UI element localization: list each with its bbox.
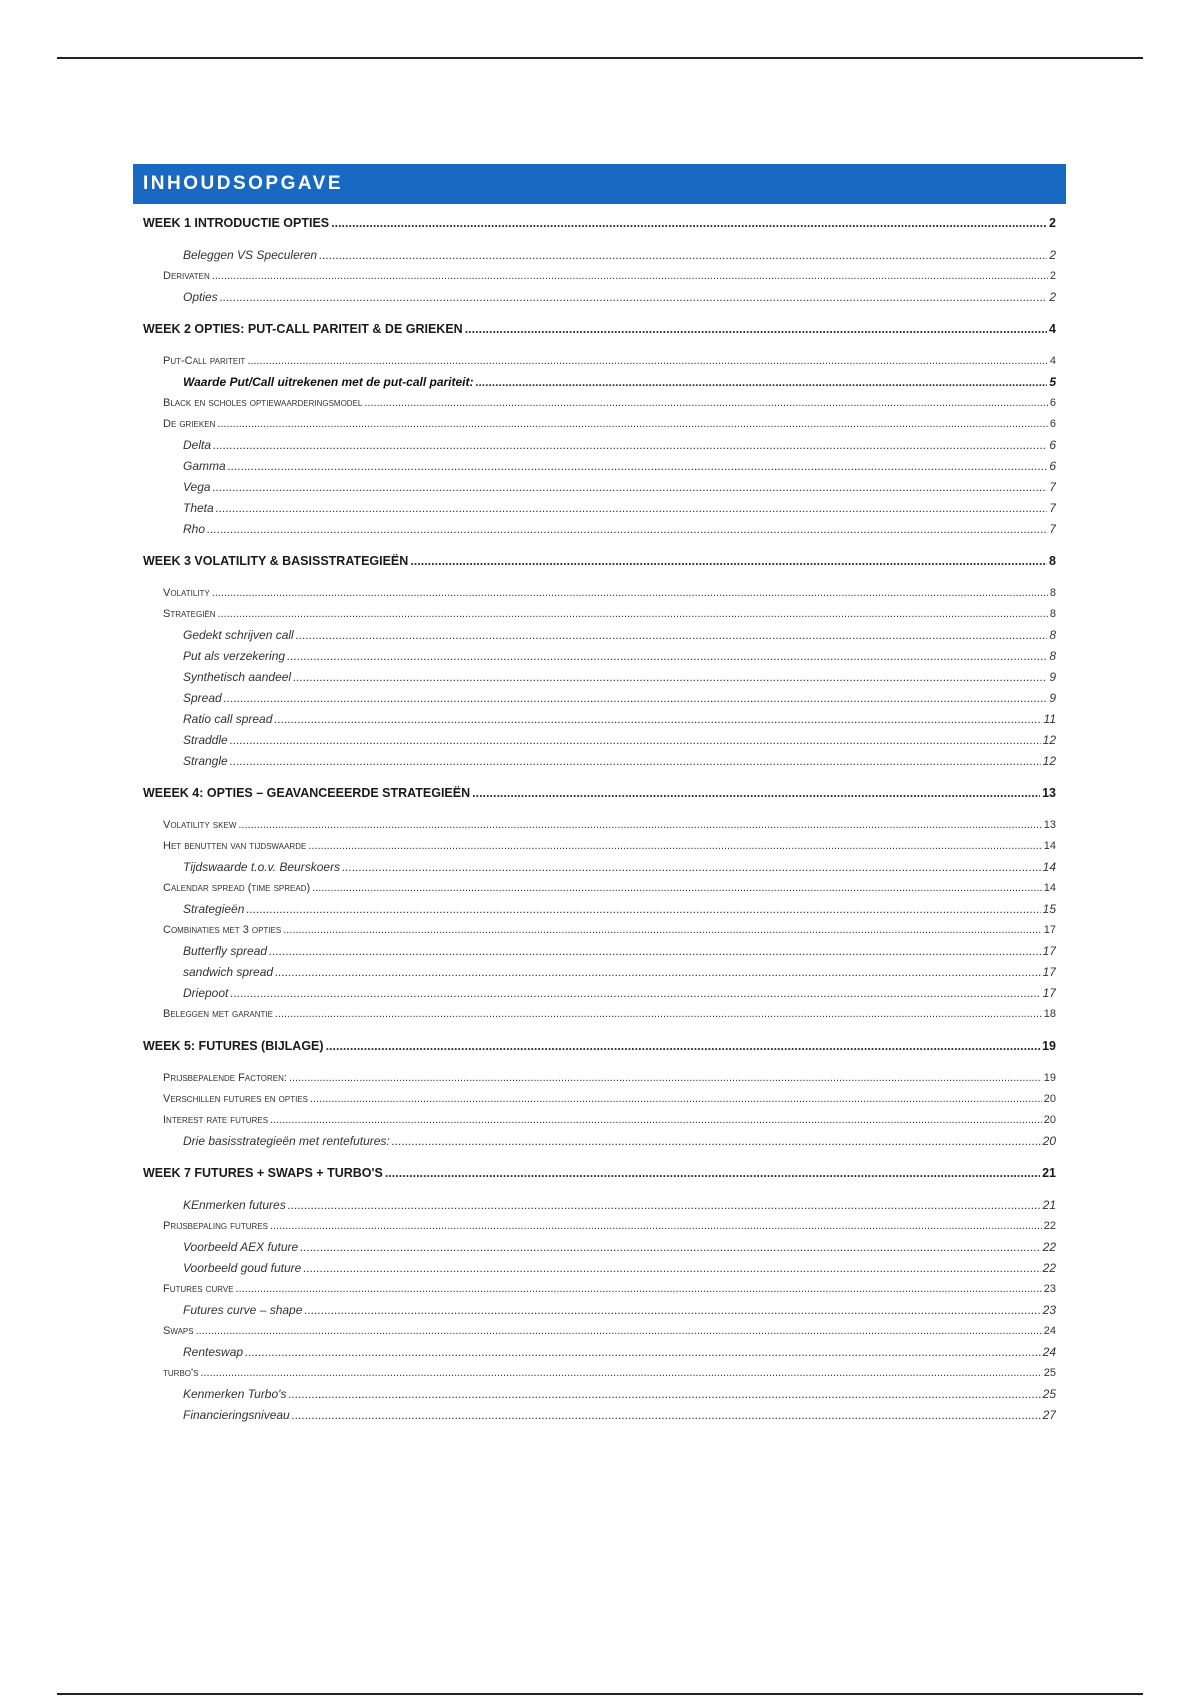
toc-leader-dots <box>212 266 1048 287</box>
toc-entry-title: Combinaties met 3 opties <box>163 924 282 936</box>
toc-entry-title: WEEEK 4: OPTIES – GEAVANCEEERDE STRATEGIEËN <box>143 786 471 800</box>
toc-entry-level-2[interactable] <box>143 604 1056 625</box>
toc-entry-page: 6 <box>1049 418 1056 430</box>
toc-entry-page: 4 <box>1049 355 1056 367</box>
toc-entry-level-3[interactable] <box>143 857 1056 878</box>
toc-entry-title: Derivaten <box>163 270 210 282</box>
toc-entry-page: 17 <box>1043 924 1056 936</box>
toc-leader-dots <box>289 1068 1042 1089</box>
toc-entry-title: Prijsbepaling futures <box>163 1220 268 1232</box>
toc-entry-level-3[interactable] <box>143 646 1056 667</box>
toc-entry-page: 21 <box>1042 1166 1056 1180</box>
toc-entry-page: 8 <box>1049 554 1056 568</box>
toc-entry-title: Strategiën <box>163 608 216 620</box>
toc-entry-title: Strategieën <box>183 902 245 916</box>
toc-entry-level-2[interactable] <box>143 920 1056 941</box>
toc-entry-page: 6 <box>1049 438 1056 452</box>
toc-entry-level-3[interactable] <box>143 709 1056 730</box>
toc-entry-level-3[interactable] <box>143 435 1056 456</box>
toc-entry-page: 15 <box>1042 902 1056 916</box>
toc-entry-page: 17 <box>1042 965 1056 979</box>
toc-leader-dots <box>275 962 1041 983</box>
toc-entry-page: 24 <box>1043 1325 1056 1337</box>
toc-entry-level-3[interactable] <box>143 477 1056 498</box>
toc-entry-title: Spread <box>183 691 222 705</box>
toc-leader-dots <box>476 372 1048 393</box>
toc-leader-dots <box>207 519 1047 540</box>
toc-entry-title: Driepoot <box>183 986 229 1000</box>
toc-entry-level-2[interactable] <box>143 836 1056 857</box>
toc-entry-page: 22 <box>1042 1240 1056 1254</box>
toc-entry-title: WEEK 7 FUTURES + SWAPS + TURBO'S <box>143 1166 383 1180</box>
footer-rule <box>57 1693 1143 1695</box>
toc-entry-title: Straddle <box>183 733 228 747</box>
toc-entry-level-3[interactable] <box>143 1405 1056 1426</box>
toc-entry-page: 25 <box>1043 1367 1056 1379</box>
toc-entry-title: Volatility skew <box>163 819 237 831</box>
toc-entry-page: 17 <box>1042 944 1056 958</box>
toc-entry-page: 7 <box>1049 501 1056 515</box>
toc-entry-level-2[interactable] <box>143 1321 1056 1342</box>
toc-leader-dots <box>300 1237 1040 1258</box>
header-rule <box>57 57 1143 59</box>
toc-leader-dots <box>230 983 1040 1004</box>
toc-entry-level-2[interactable] <box>143 393 1056 414</box>
toc-entry-title: Kenmerken Turbo's <box>183 1387 287 1401</box>
toc-leader-dots <box>216 498 1048 519</box>
toc-entry-level-1[interactable] <box>143 213 1056 234</box>
toc-leader-dots <box>218 604 1048 625</box>
toc-entry-page: 6 <box>1049 397 1056 409</box>
toc-entry-title: Beleggen VS Speculeren <box>183 248 318 262</box>
toc-leader-dots <box>288 1384 1040 1405</box>
toc-entry-title: Interest rate futures <box>163 1114 269 1126</box>
toc-entry-level-2[interactable] <box>143 815 1056 836</box>
toc-entry-page: 18 <box>1043 1008 1056 1020</box>
toc-entry-title: Beleggen met garantie <box>163 1008 273 1020</box>
toc-heading-banner <box>133 164 1066 204</box>
toc-entry-page: 25 <box>1042 1387 1056 1401</box>
toc-entry-level-3[interactable] <box>143 962 1056 983</box>
toc-entry-title: Ratio call spread <box>183 712 273 726</box>
toc-entry-page: 24 <box>1042 1345 1056 1359</box>
toc-entry-page: 2 <box>1049 270 1056 282</box>
toc-entry-title: Renteswap <box>183 1345 244 1359</box>
toc-entry-page: 21 <box>1042 1198 1056 1212</box>
toc-leader-dots <box>274 709 1041 730</box>
toc-entry-title: Voorbeeld goud future <box>183 1261 302 1275</box>
toc-leader-dots <box>213 435 1047 456</box>
toc-leader-dots <box>213 477 1048 498</box>
toc-entry-page: 19 <box>1043 1072 1056 1084</box>
toc-entry-level-2[interactable] <box>143 1068 1056 1089</box>
toc-entry-level-3[interactable] <box>143 519 1056 540</box>
toc-leader-dots <box>196 1321 1042 1342</box>
toc-entry-title: Futures curve – shape <box>183 1303 303 1317</box>
toc-entry-title: Vega <box>183 480 211 494</box>
toc-leader-dots <box>275 1004 1042 1025</box>
toc-leader-dots <box>220 287 1048 308</box>
toc-leader-dots <box>326 1036 1041 1057</box>
toc-entry-level-3[interactable] <box>143 498 1056 519</box>
toc-entry-level-3[interactable] <box>143 730 1056 751</box>
toc-entry-level-1[interactable] <box>143 551 1056 572</box>
toc-entry-level-3[interactable] <box>143 1195 1056 1216</box>
toc-entry-level-3[interactable] <box>143 1258 1056 1279</box>
toc-leader-dots <box>238 815 1041 836</box>
toc-entry-title: Rho <box>183 522 206 536</box>
toc-entry-title: turbo's <box>163 1367 199 1379</box>
toc-entry-title: De grieken <box>163 418 216 430</box>
toc-entry-level-3[interactable] <box>143 456 1056 477</box>
toc-leader-dots <box>245 1342 1041 1363</box>
toc-entry-level-3[interactable] <box>143 667 1056 688</box>
toc-entry-page: 22 <box>1042 1261 1056 1275</box>
toc-entry-title: Black en scholes optiewaarderingsmodel <box>163 397 363 409</box>
toc-entry-level-2[interactable] <box>143 351 1056 372</box>
toc-entry-level-3[interactable] <box>143 372 1056 393</box>
toc-entry-level-2[interactable] <box>143 1004 1056 1025</box>
toc-leader-dots <box>247 351 1048 372</box>
toc-leader-dots <box>270 1216 1042 1237</box>
toc-entry-level-3[interactable] <box>143 1384 1056 1405</box>
toc-entry-page: 17 <box>1042 986 1056 1000</box>
toc-leader-dots <box>224 688 1048 709</box>
toc-entry-level-2[interactable] <box>143 266 1056 287</box>
toc-leader-dots <box>342 857 1041 878</box>
toc-entry-title: Futures curve <box>163 1283 234 1295</box>
toc-entry-title: Swaps <box>163 1325 194 1337</box>
toc-leader-dots <box>465 319 1047 340</box>
toc-entry-page: 8 <box>1049 628 1056 642</box>
toc-leader-dots <box>392 1131 1041 1152</box>
toc-entry-level-2[interactable] <box>143 1089 1056 1110</box>
toc-entry-page: 4 <box>1049 322 1056 336</box>
toc-entry-page: 2 <box>1049 216 1056 230</box>
toc-entry-page: 9 <box>1049 670 1056 684</box>
toc-entry-title: WEEK 3 VOLATILITY & BASISSTRATEGIEËN <box>143 554 409 568</box>
toc-leader-dots <box>270 1110 1042 1131</box>
toc-entry-page: 5 <box>1049 375 1056 389</box>
toc-entry-level-1[interactable] <box>143 319 1056 340</box>
toc-entry-level-3[interactable] <box>143 287 1056 308</box>
toc-leader-dots <box>304 1300 1040 1321</box>
toc-entry-title: WEEK 2 OPTIES: PUT-CALL PARITEIT & DE GRIEKEN <box>143 322 463 336</box>
toc-entry-level-3[interactable] <box>143 1342 1056 1363</box>
toc-entry-title: Waarde Put/Call uitrekenen met de put-call pariteit: <box>183 375 474 389</box>
toc-leader-dots <box>303 1258 1040 1279</box>
toc-entry-level-3[interactable] <box>143 983 1056 1004</box>
toc-entry-level-3[interactable] <box>143 899 1056 920</box>
toc-entry-title: Drie basisstrategieën met rentefutures: <box>183 1134 390 1148</box>
toc-entry-page: 6 <box>1049 459 1056 473</box>
toc-leader-dots <box>331 213 1047 234</box>
toc-entry-page: 2 <box>1049 290 1056 304</box>
toc-leader-dots <box>287 646 1047 667</box>
toc-entry-title: Volatility <box>163 587 210 599</box>
toc-leader-dots <box>230 751 1041 772</box>
table-of-contents <box>143 213 1056 1426</box>
toc-entry-page: 7 <box>1049 480 1056 494</box>
toc-entry-level-2[interactable] <box>143 583 1056 604</box>
toc-leader-dots <box>236 1279 1042 1300</box>
toc-entry-level-1[interactable] <box>143 1163 1056 1184</box>
toc-entry-title: Tijdswaarde t.o.v. Beurskoers <box>183 860 341 874</box>
toc-entry-level-1[interactable] <box>143 1036 1056 1057</box>
toc-entry-level-3[interactable] <box>143 1237 1056 1258</box>
toc-entry-level-3[interactable] <box>143 751 1056 772</box>
toc-entry-title: Delta <box>183 438 212 452</box>
toc-entry-title: Verschillen futures en opties <box>163 1093 308 1105</box>
toc-leader-dots <box>319 245 1047 266</box>
toc-entry-title: Het benutten van tijdswaarde <box>163 840 307 852</box>
toc-entry-level-2[interactable] <box>143 414 1056 435</box>
toc-entry-page: 13 <box>1043 819 1056 831</box>
toc-leader-dots <box>283 920 1042 941</box>
toc-leader-dots <box>292 1405 1041 1426</box>
toc-entry-page: 23 <box>1043 1283 1056 1295</box>
toc-entry-title: Synthetisch aandeel <box>183 670 292 684</box>
toc-entry-title: Theta <box>183 501 214 515</box>
toc-leader-dots <box>410 551 1047 572</box>
toc-leader-dots <box>288 1195 1041 1216</box>
toc-entry-page: 2 <box>1049 248 1056 262</box>
toc-entry-page: 27 <box>1042 1408 1056 1422</box>
toc-entry-page: 8 <box>1049 587 1056 599</box>
toc-leader-dots <box>212 583 1048 604</box>
toc-entry-title: WEEK 5: FUTURES (BIJLAGE) <box>143 1039 324 1053</box>
toc-entry-page: 8 <box>1049 608 1056 620</box>
toc-entry-level-3[interactable] <box>143 941 1056 962</box>
toc-entry-title: Gedekt schrijven call <box>183 628 294 642</box>
toc-leader-dots <box>200 1363 1041 1384</box>
toc-entry-level-2[interactable] <box>143 878 1056 899</box>
toc-entry-title: Prijsbepalende Factoren: <box>163 1072 287 1084</box>
toc-entry-page: 14 <box>1043 840 1056 852</box>
toc-entry-level-3[interactable] <box>143 688 1056 709</box>
toc-entry-level-2[interactable] <box>143 1110 1056 1131</box>
toc-entry-level-1[interactable] <box>143 783 1056 804</box>
toc-entry-title: Calendar spread (time spread) <box>163 882 311 894</box>
toc-entry-title: Put-Call pariteit <box>163 355 246 367</box>
toc-leader-dots <box>296 625 1048 646</box>
toc-entry-title: sandwich spread <box>183 965 274 979</box>
toc-entry-title: WEEK 1 INTRODUCTIE OPTIES <box>143 216 330 230</box>
toc-entry-page: 19 <box>1042 1039 1056 1053</box>
toc-entry-title: KEnmerken futures <box>183 1198 286 1212</box>
toc-leader-dots <box>364 393 1048 414</box>
toc-title: INHOUDSOPGAVE <box>143 173 344 194</box>
toc-entry-level-2[interactable] <box>143 1279 1056 1300</box>
toc-entry-title: Gamma <box>183 459 226 473</box>
toc-leader-dots <box>310 1089 1042 1110</box>
toc-leader-dots <box>472 783 1040 804</box>
toc-entry-page: 8 <box>1049 649 1056 663</box>
toc-leader-dots <box>385 1163 1040 1184</box>
toc-leader-dots <box>269 941 1041 962</box>
toc-entry-title: Butterfly spread <box>183 944 268 958</box>
toc-leader-dots <box>293 667 1047 688</box>
toc-entry-page: 9 <box>1049 691 1056 705</box>
toc-entry-level-3[interactable] <box>143 625 1056 646</box>
toc-entry-page: 20 <box>1043 1114 1056 1126</box>
toc-leader-dots <box>308 836 1041 857</box>
toc-entry-page: 7 <box>1049 522 1056 536</box>
toc-leader-dots <box>246 899 1040 920</box>
toc-entry-page: 20 <box>1042 1134 1056 1148</box>
toc-entry-page: 12 <box>1042 733 1056 747</box>
toc-leader-dots <box>230 730 1041 751</box>
toc-entry-level-2[interactable] <box>143 1363 1056 1384</box>
toc-entry-title: Opties <box>183 290 218 304</box>
toc-entry-title: Strangle <box>183 754 228 768</box>
toc-entry-level-3[interactable] <box>143 1300 1056 1321</box>
toc-entry-page: 14 <box>1042 860 1056 874</box>
toc-entry-level-2[interactable] <box>143 1216 1056 1237</box>
toc-entry-level-3[interactable] <box>143 245 1056 266</box>
toc-leader-dots <box>228 456 1048 477</box>
toc-entry-page: 23 <box>1042 1303 1056 1317</box>
toc-entry-page: 14 <box>1043 882 1056 894</box>
toc-entry-level-3[interactable] <box>143 1131 1056 1152</box>
toc-entry-title: Financieringsniveau <box>183 1408 290 1422</box>
toc-entry-page: 12 <box>1042 754 1056 768</box>
toc-entry-title: Put als verzekering <box>183 649 286 663</box>
toc-leader-dots <box>217 414 1048 435</box>
toc-entry-title: Voorbeeld AEX future <box>183 1240 299 1254</box>
toc-entry-page: 13 <box>1042 786 1056 800</box>
toc-entry-page: 20 <box>1043 1093 1056 1105</box>
toc-leader-dots <box>312 878 1042 899</box>
toc-entry-page: 22 <box>1043 1220 1056 1232</box>
toc-entry-page: 11 <box>1043 712 1056 726</box>
